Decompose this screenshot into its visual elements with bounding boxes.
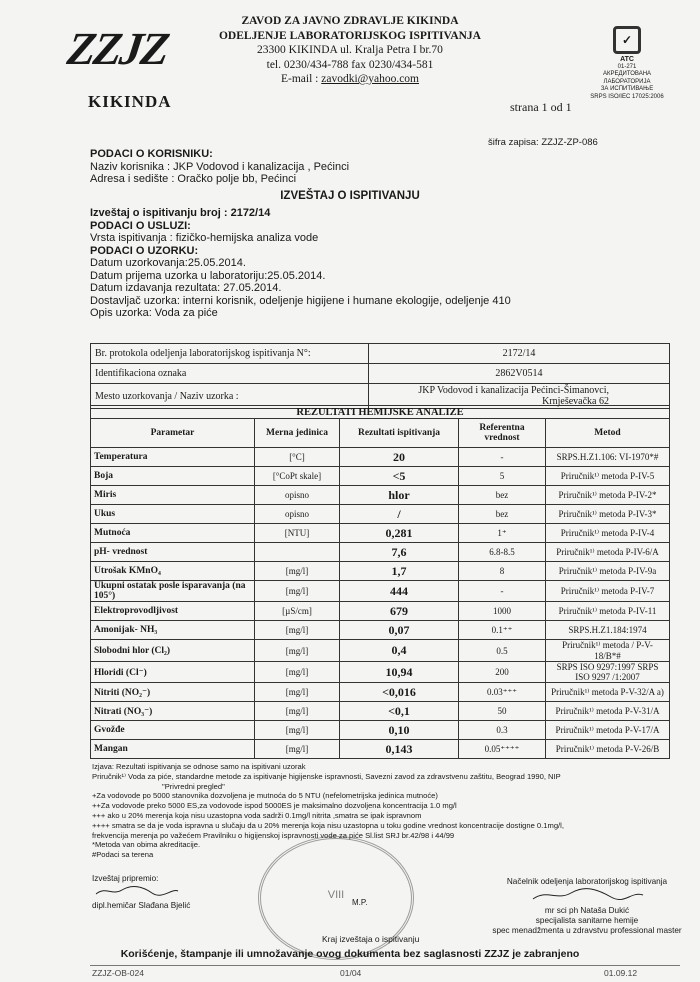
unit-cell: opisno <box>255 486 340 505</box>
note-line: ++Za vodovode preko 5000 ES,za vodovode ispod 5000ES je maksimalno dozvoljena koncentracija 1.0 mg/l <box>92 801 457 811</box>
unit-cell: [mg/l] <box>255 562 340 581</box>
prepared-by <box>92 874 190 911</box>
service-heading: PODACI O USLUZI: <box>90 219 191 232</box>
reference-cell: 0.5 <box>459 640 546 662</box>
col-parametar: Parametar <box>91 419 255 448</box>
result-cell: 0,07 <box>340 621 459 640</box>
note-line: "Privredni pregled" <box>162 781 225 791</box>
result-cell: 10,94 <box>340 662 459 683</box>
results-table <box>90 405 670 759</box>
page-number: strana 1 od 1 <box>510 100 572 114</box>
note-line: Izjava: Rezultati ispitivanja se odnose samo na ispitivani uzorak <box>92 762 306 771</box>
method-cell: Priručnik¹⁾ metoda / P-V-18/B*# <box>546 640 670 662</box>
table-row <box>91 740 670 759</box>
reference-cell: 1000 <box>459 602 546 621</box>
method-cell: SRPS ISO 9297:1997 SRPS ISO 9297 /1:2007 <box>546 662 670 683</box>
note-line: frekvencija merenja po važećem Pravilniku o higijenskoj ispravnosti vode za piće Sl.list SRJ br.42/98 i 44/99 <box>92 830 455 840</box>
email-link: zavodki@yahoo.com <box>321 73 420 85</box>
approved-by-line3: spec menadžmenta u zdravstvu professional master <box>492 926 682 935</box>
result-cell: 0,281 <box>340 524 459 543</box>
parameter-cell: Nitrati (NO₃⁻) <box>91 702 255 721</box>
service-type: Vrsta ispitivanja : fizičko-hemijska analiza vode <box>90 232 319 244</box>
reference-cell: 0.05⁺⁺⁺⁺ <box>459 740 546 759</box>
parameter-cell: Gvožđe <box>91 721 255 740</box>
result-cell: 0,4 <box>340 640 459 662</box>
sample-heading: PODACI O UZORKU: <box>90 244 199 257</box>
reference-cell: - <box>459 581 546 602</box>
table-row <box>91 581 670 602</box>
unit-cell: [mg/l] <box>255 621 340 640</box>
reference-cell: 8 <box>459 562 546 581</box>
record-code: šifra zapisa: ZZJZ-ZP-086 <box>488 137 598 148</box>
parameter-cell: Amonijak- NH₃ <box>91 621 255 640</box>
note-line: +Za vodovode po 5000 stanovnika dozvoljena je mutnoća do 5 NTU (nefelometrijska jedinica mutnoće) <box>92 791 438 801</box>
unit-cell: [mg/l] <box>255 640 340 662</box>
prepared-by-title: Izveštaj pripremio: <box>92 874 159 883</box>
reference-cell: - <box>459 448 546 467</box>
prepared-by-name: dipl.hemičar Slađana Bjelić <box>92 901 191 910</box>
approved-by-line2: specijalista sanitarne hemije <box>535 916 639 925</box>
atc-standard: SRPS ISO/IEC 17025:2006 <box>590 93 664 100</box>
table-row <box>91 721 670 740</box>
id-value: 2862V0514 <box>368 364 669 384</box>
client-section <box>90 148 349 186</box>
reference-cell: 1⁺ <box>459 524 546 543</box>
stamp-mp: M.P. <box>352 898 368 907</box>
result-cell: / <box>340 505 459 524</box>
results-heading: REZULTATI HEMIJSKE ANALIZE <box>91 406 670 419</box>
signature-right <box>527 887 647 903</box>
method-cell: Priručnik¹⁾ metoda P-IV-2* <box>546 486 670 505</box>
sample-date-sampling: Datum uzorkovanja:25.05.2014. <box>90 257 246 269</box>
result-cell: 1,7 <box>340 562 459 581</box>
note-line: Priručnik¹⁾ Voda za piće, standardne metode za ispitivanje higijenske ispravnosti, Savezni zavod za zdravstvenu zaštitu, Beograd 1990, NIP <box>92 771 561 781</box>
parameter-cell: Slobodni hlor (Cl₂) <box>91 640 255 662</box>
parameter-cell: Temperatura <box>91 448 255 467</box>
approved-by-title: Načelnik odeljenja laboratorijskog ispitivanja <box>506 877 668 886</box>
method-cell: Priručnik¹⁾ metoda P-IV-7 <box>546 581 670 602</box>
stamp-center: VIII <box>327 889 345 901</box>
approved-by <box>482 877 692 936</box>
department-name: ODELJENJE LABORATORIJSKOG ISPITIVANJA <box>218 29 481 42</box>
method-cell: Priručnik¹⁾ metoda P-V-17/A <box>546 721 670 740</box>
notes <box>92 762 682 860</box>
unit-cell: [mg/l] <box>255 662 340 683</box>
client-address: Adresa i sedište : Oračko polje bb, Pećinci <box>90 173 297 185</box>
form-revision: 01/04 <box>340 968 362 978</box>
result-cell: 0,143 <box>340 740 459 759</box>
method-cell: SRPS.H.Z1.106: VI-1970*# <box>546 448 670 467</box>
note-line: ++++ smatra se da je voda ispravna u slučaju da u 20% merenja koja nisu uzastopna u toku godine vrednost koncentracije dostigne 0.1mg/l, <box>92 820 564 830</box>
protocol-label: Br. protokola odeljenja laboratorijskog ispitivanja N°: <box>91 344 369 364</box>
table-row <box>91 683 670 702</box>
parameter-cell: Mutnoća <box>91 524 255 543</box>
end-of-report: Kraj izveštaja o ispitivanju <box>322 934 420 944</box>
method-cell: Priručnik¹⁾ metoda P-IV-4 <box>546 524 670 543</box>
table-row <box>91 364 670 384</box>
method-cell: Priručnik¹⁾ metoda P-V-26/B <box>546 740 670 759</box>
col-unit: Merna jedinica <box>255 419 340 448</box>
table-row <box>91 486 670 505</box>
parameter-cell: Ukupni ostatak posle isparavanja (na 105°) <box>91 581 255 602</box>
unit-cell: [mg/l] <box>255 702 340 721</box>
reference-cell: 0.03⁺⁺⁺ <box>459 683 546 702</box>
client-name: Naziv korisnika : JKP Vodovod i kanalizacija , Pećinci <box>90 160 350 173</box>
method-cell: Priručnik¹⁾ metoda P-V-32/A a) <box>546 683 670 702</box>
reference-cell: bez <box>459 505 546 524</box>
unit-cell: [°CoPt skale] <box>255 467 340 486</box>
unit-cell: [µS/cm] <box>255 602 340 621</box>
atc-name: ATC <box>620 56 634 63</box>
atc-line3: ЗА ИСПИТИВАЊЕ <box>600 86 654 92</box>
table-row <box>91 467 670 486</box>
table-row <box>91 702 670 721</box>
parameter-cell: Miris <box>91 486 255 505</box>
method-cell: Priručnik¹⁾ metoda P-IV-3* <box>546 505 670 524</box>
result-cell: <0,016 <box>340 683 459 702</box>
atc-icon: ✓ <box>613 26 641 54</box>
table-row <box>91 524 670 543</box>
method-cell: SRPS.H.Z1.184:1974 <box>546 621 670 640</box>
method-cell: Priručnik¹⁾ metoda P-IV-9a <box>546 562 670 581</box>
unit-cell: [mg/l] <box>255 740 340 759</box>
result-cell: 444 <box>340 581 459 602</box>
reference-cell: 6.8-8.5 <box>459 543 546 562</box>
col-method: Metod <box>546 419 670 448</box>
table-row <box>91 505 670 524</box>
method-cell: Priručnik¹⁾ metoda P-V-31/A <box>546 702 670 721</box>
zzjz-logo: ZZJZ <box>64 23 171 74</box>
unit-cell: [NTU] <box>255 524 340 543</box>
table-row <box>91 640 670 662</box>
atc-number: 01-271 <box>617 63 637 70</box>
sample-date-issued: Datum izdavanja rezultata: 27.05.2014. <box>90 282 282 294</box>
approved-by-name: mr sci ph Nataša Dukić <box>544 906 630 915</box>
logo-city: KIKINDA <box>88 92 172 111</box>
table-row <box>91 602 670 621</box>
result-cell: 20 <box>340 448 459 467</box>
reference-cell: 50 <box>459 702 546 721</box>
table-row <box>91 543 670 562</box>
col-result: Rezultati ispitivanja <box>340 419 459 448</box>
result-cell: <5 <box>340 467 459 486</box>
unit-cell: [°C] <box>255 448 340 467</box>
location-label: Mesto uzorkovanja / Naziv uzorka : <box>91 384 369 409</box>
parameter-cell: Elektroprovodljivost <box>91 602 255 621</box>
table-row <box>91 448 670 467</box>
reference-cell: 0.3 <box>459 721 546 740</box>
note-line: +++ ako u 20% merenja koja nisu uzastopna voda sadrži 0.1mg/l nitrita ,smatra se ipak ispravnom <box>92 810 422 820</box>
atc-line2: ЛАБОРАТОРИЈА <box>603 78 651 85</box>
unit-cell: [mg/l] <box>255 581 340 602</box>
method-cell: Priručnik¹⁾ metoda P-IV-6/A <box>546 543 670 562</box>
parameter-cell: Ukus <box>91 505 255 524</box>
result-cell: 7,6 <box>340 543 459 562</box>
form-date: 01.09.12 <box>604 968 638 978</box>
institution-header <box>180 14 520 87</box>
parameter-cell: Boja <box>91 467 255 486</box>
footer-notice: Korišćenje, štampanje ili umnožavanje ovog dokumenta bez saglasnosti ZZJZ je zabranjeno <box>120 948 580 960</box>
note-line: *Metoda van obima akreditacije. <box>92 840 201 850</box>
result-cell: 679 <box>340 602 459 621</box>
reference-cell: bez <box>459 486 546 505</box>
col-reference: Referentna vrednost <box>459 419 546 448</box>
unit-cell: opisno <box>255 505 340 524</box>
table-row <box>91 562 670 581</box>
unit-cell: [mg/l] <box>255 721 340 740</box>
result-cell: hlor <box>340 486 459 505</box>
parameter-cell: pH- vrednost <box>91 543 255 562</box>
sample-date-received: Datum prijema uzorka u laboratoriju:25.05.2014. <box>90 269 326 282</box>
report-title: IZVEŠTAJ O ISPITIVANJU <box>280 190 420 202</box>
reference-cell: 0.1⁺⁺ <box>459 621 546 640</box>
report-number: Izveštaj o ispitivanju broj : 2172/14 <box>90 207 271 219</box>
accreditation-mark <box>588 26 666 108</box>
parameter-cell: Nitriti (NO₂⁻) <box>91 683 255 702</box>
unit-cell: [mg/l] <box>255 683 340 702</box>
result-cell: 0,10 <box>340 721 459 740</box>
result-cell: <0,1 <box>340 702 459 721</box>
table-row <box>91 662 670 683</box>
sample-description: Opis uzorka: Voda za piće <box>90 307 218 319</box>
reference-cell: 200 <box>459 662 546 683</box>
email-line: E-mail : zavodki@yahoo.com <box>280 73 420 85</box>
note-line: #Podaci sa terena <box>92 850 154 860</box>
reference-cell: 5 <box>459 467 546 486</box>
method-cell: Priručnik¹⁾ metoda P-IV-5 <box>546 467 670 486</box>
parameter-cell: Mangan <box>91 740 255 759</box>
parameter-cell: Utrošak KMnO₄ <box>91 562 255 581</box>
phone-fax: tel. 0230/434-788 fax 0230/434-581 <box>266 58 434 71</box>
atc-line1: АКРЕДИТОВАНА <box>602 71 652 77</box>
parameter-cell: Hloridi (Cl⁻) <box>91 662 255 683</box>
method-cell: Priručnik¹⁾ metoda P-IV-11 <box>546 602 670 621</box>
protocol-value: 2172/14 <box>368 344 669 364</box>
table-row <box>91 621 670 640</box>
location-value: JKP Vodovod i kanalizacija Pećinci-Šimanovci, Krnješevačka 62 <box>368 384 669 409</box>
id-label: Identifikaciona oznaka <box>91 364 369 384</box>
table-row <box>91 344 670 364</box>
form-code: ZZJZ-OB-024 <box>92 968 144 978</box>
footer-divider <box>90 965 680 966</box>
address: 23300 KIKINDA ul. Kralja Petra I br.70 <box>257 44 443 56</box>
client-heading: PODACI O KORISNIKU: <box>90 148 213 160</box>
institution-name: ZAVOD ZA JAVNO ZDRAVLJE KIKINDA <box>241 15 459 27</box>
sample-supplier: Dostavljač uzorka: interni korisnik, odeljenje higijene i humane ekologije, odeljenje 410 <box>90 294 511 307</box>
unit-cell <box>255 543 340 562</box>
service-section <box>90 207 511 320</box>
protocol-table <box>90 343 670 409</box>
signature-left <box>92 884 182 898</box>
